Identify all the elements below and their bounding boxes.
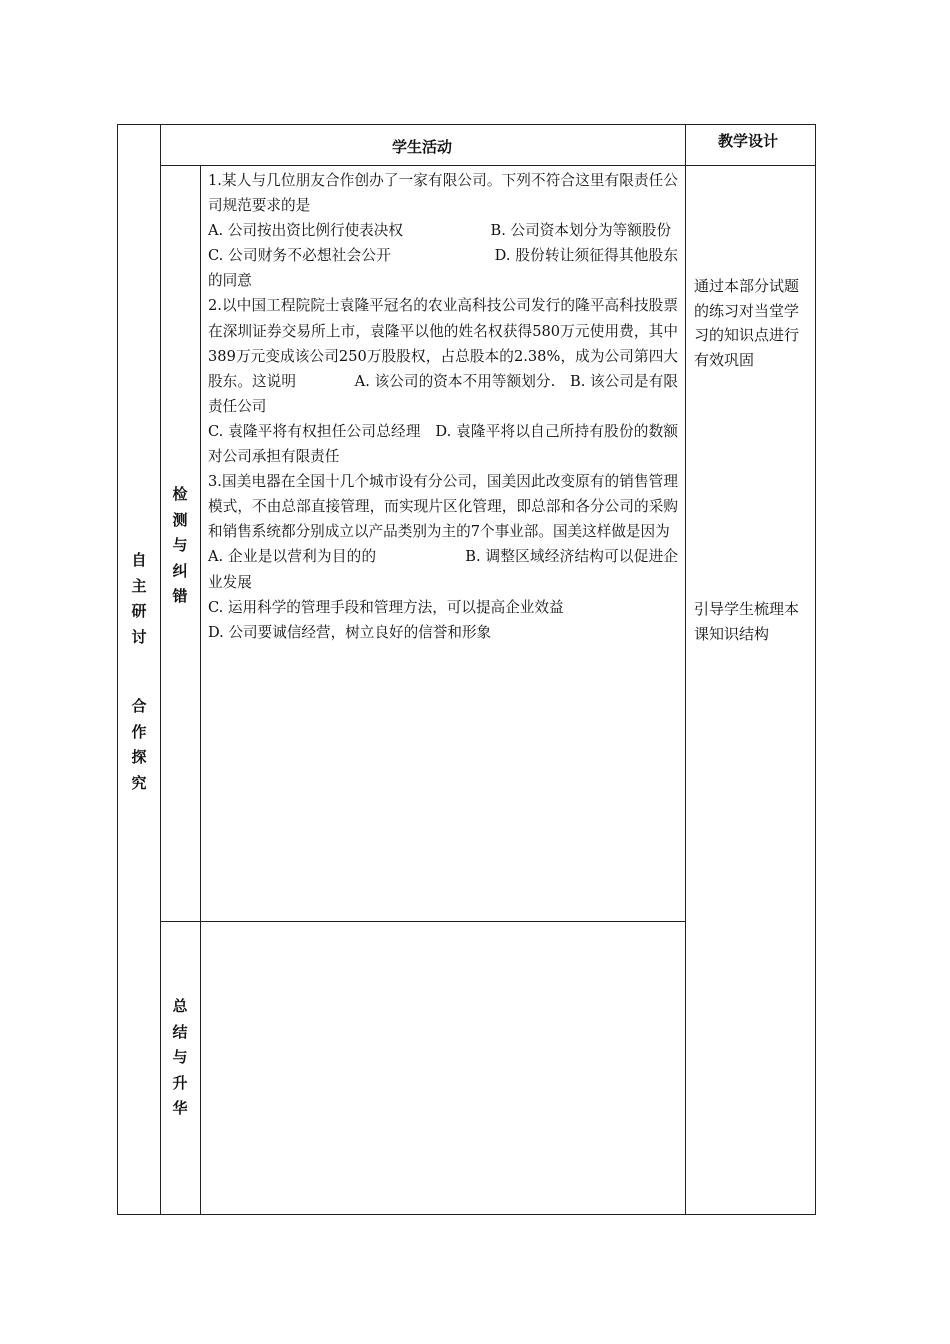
header-student-activity: 学生活动: [392, 138, 453, 156]
section-divider: [160, 921, 686, 922]
section-label-summary: 总 结 与 升 华: [172, 997, 188, 1117]
question-option: A. 公司按出资比例行使表决权 B. 公司资本划分为等额股份: [208, 222, 672, 240]
question-stem: 2.以中国工程院院士袁隆平冠名的农业高科技公司发行的隆平高科技股票在深圳证券交易所上市，袁隆平以他的姓名权获得580万元使用费，其中389万元变成该公司250万股股权，占总股本的2.38%，成为公司第四大股东。这说明 A. 该公司的资本不用等额划分. B. 该公司是有限责任公司: [208, 297, 678, 415]
table-border-right: [815, 124, 816, 1215]
question-option: D. 公司要诚信经营，树立良好的信誉和形象: [208, 623, 492, 641]
question-stem: 1.某人与几位朋友合作创办了一家有限公司。下列不符合这里有限责任公司规范要求的是: [208, 172, 678, 215]
design-note-practice: 通过本部分试题的练习对当堂学习的知识点进行有效巩固: [694, 277, 800, 369]
question-option: C. 公司财务不必想社会公开 D. 股份转让须征得其他股东的同意: [208, 247, 678, 290]
design-note-structure: 引导学生梳理本课知识结构: [694, 600, 800, 643]
col-divider-1: [160, 124, 161, 1215]
col-divider-2: [200, 165, 201, 1215]
col-divider-3: [685, 124, 686, 1215]
header-teaching-design: 教学设计: [718, 132, 779, 150]
table-border-left: [117, 124, 118, 1215]
table-border-bottom: [117, 1214, 816, 1215]
question-stem: 3.国美电器在全国十几个城市设有分公司，国美因此改变原有的销售管理模式，不由总部直接管理，而实现片区化管理，即总部和各分公司的采购和销售系统都分别成立以产品类别为主的7个事业部。国美这样做是因为: [208, 473, 678, 541]
section-label-check-correct: 检 测 与 纠 错: [172, 485, 188, 605]
left-label-cooperation: 合 作 探 究: [131, 697, 147, 792]
questions-content: [208, 168, 678, 645]
table-border-top: [117, 124, 816, 125]
question-option: C. 袁隆平将有权担任公司总经理 D. 袁隆平将以自己所持有股份的数额对公司承担有限责任: [208, 422, 678, 466]
left-label-self-study: 自 主 研 讨: [131, 551, 147, 646]
question-option: C. 运用科学的管理手段和管理方法，可以提高企业效益: [208, 598, 564, 616]
header-row-divider: [160, 165, 816, 166]
question-option: A. 企业是以营利为目的的 B. 调整区域经济结构可以促进企业发展: [208, 548, 678, 591]
